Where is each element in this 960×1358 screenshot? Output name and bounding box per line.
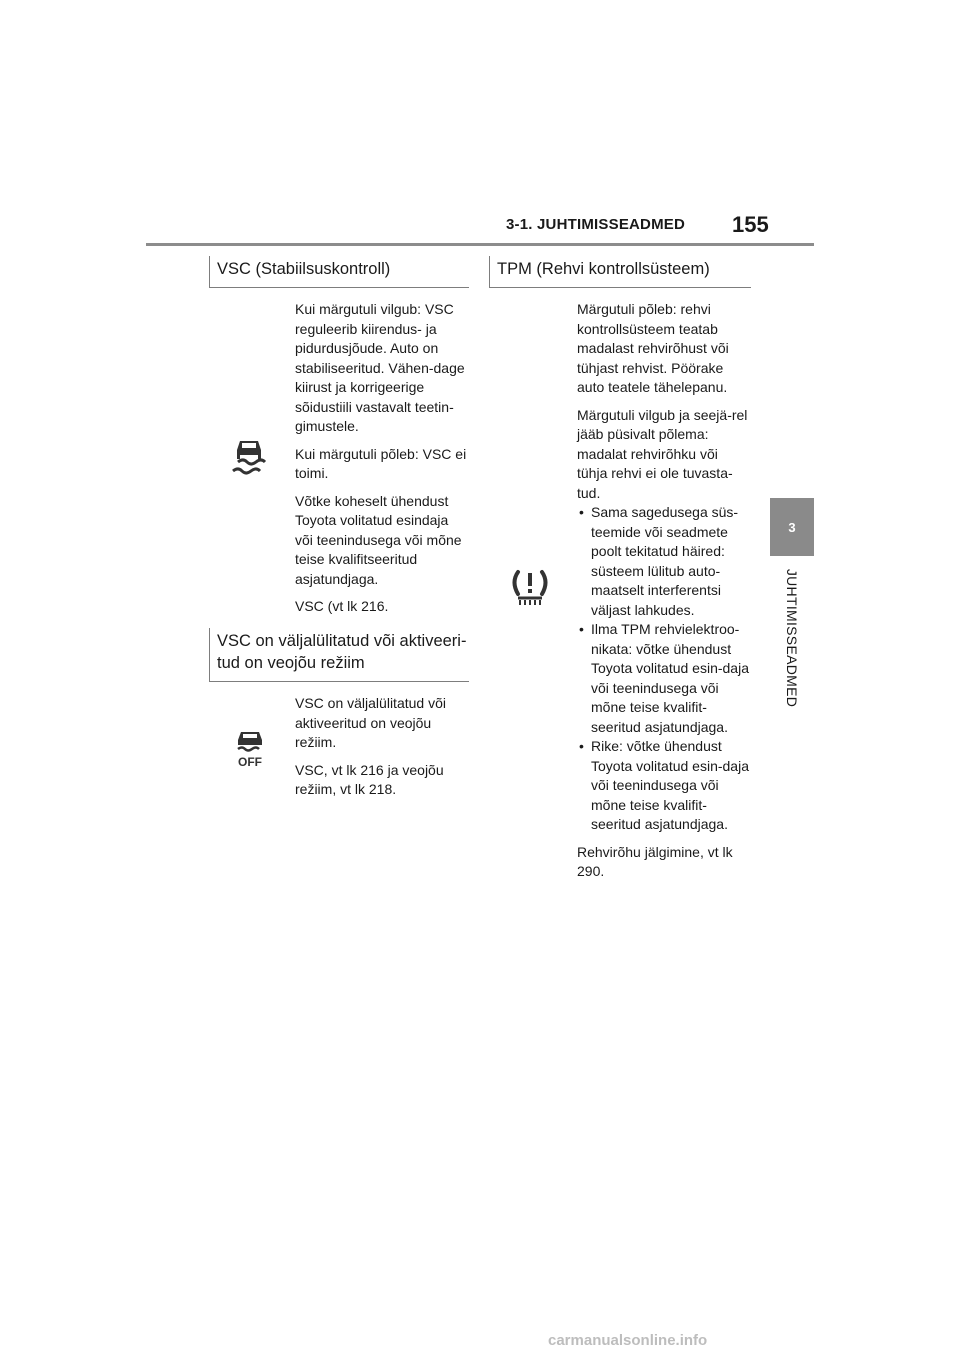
tpm-bullet-list — [577, 503, 749, 835]
svg-text:OFF: OFF — [238, 755, 262, 768]
vsc-paragraph: Kui märgutuli põleb: VSC ei toimi. — [295, 445, 467, 481]
vsc-paragraph: Kui märgutuli vilgub: VSC reguleerib kiirendus- ja pidurdusjõude. Auto on stabiliseeritud. Vähen-dage kiirust ja korrigeerige sõidustiili vastavalt teetin-gimustele. — [295, 301, 465, 434]
page-number: 155 — [732, 212, 769, 237]
chapter-tab — [770, 498, 814, 556]
section-title-vsc: VSC (Stabiilsuskontroll) — [209, 256, 469, 288]
tpm-description — [577, 300, 749, 890]
tpm-paragraph: Märgutuli vilgub ja seejä-rel jääb püsivalt põlema: madalat rehvirõhku või tühja rehvi ei ole tuvasta-tud. — [577, 406, 748, 501]
vsc-off-icon — [234, 730, 266, 768]
header-divider — [146, 243, 814, 246]
chapter-heading: 3-1. JUHTIMISSEADMED — [506, 216, 686, 233]
chapter-tab-label: JUHTIMISSEADMED — [784, 568, 800, 708]
vsc-skid-icon — [229, 438, 269, 478]
vsc-off-paragraph: VSC on väljalülitatud või aktiveeritud on veojõu režiim. — [295, 695, 446, 750]
vsc-paragraph: Võtke koheselt ühendust Toyota volitatud esindaja või teenindusega või mõne teise kvalifitseeritud asjatundjaga. — [295, 492, 462, 587]
vsc-paragraph: VSC (vt lk 216. — [295, 598, 389, 614]
list-item: • Sama sagedusega süs-teemide või seadmete poolt tekitatud häired: süsteem lülitub auto-maatselt interferentsi väljast lahkudes. — [577, 503, 749, 620]
tire-pressure-warning-icon — [508, 568, 552, 610]
vsc-off-paragraph: VSC, vt lk 216 ja veojõu režiim, vt lk 218. — [295, 761, 444, 797]
list-item: • Rike: võtke ühendust Toyota volitatud esin-daja või teenindusega või mõne teise kvalifit-seeritud asjatundjaga. — [577, 737, 749, 835]
list-item: • Ilma TPM rehvielektroo-nikata: võtke ühendust Toyota volitatud esin-daja või teenindusega või mõne teise kvalifit-seeritud asjatundjaga. — [577, 620, 749, 737]
tpm-footer: Rehvirõhu jälgimine, vt lk 290. — [577, 843, 733, 879]
chapter-tab-number: 3 — [788, 519, 796, 535]
vsc-description — [295, 300, 467, 625]
watermark: carmanualsonline.info — [548, 1332, 708, 1349]
tpm-paragraph: Märgutuli põleb: rehvi kontrollsüsteem teatab madalast rehvirõhust või tühjast rehvist. Pöörake auto teatele tähelepanu. — [577, 301, 729, 395]
section-title-tpm: TPM (Rehvi kontrollsüsteem) — [489, 256, 751, 288]
section-title-vsc-off: VSC on väljalülitatud või aktiveeri-tud on veojõu režiim — [209, 628, 469, 682]
vsc-off-description — [295, 694, 467, 808]
